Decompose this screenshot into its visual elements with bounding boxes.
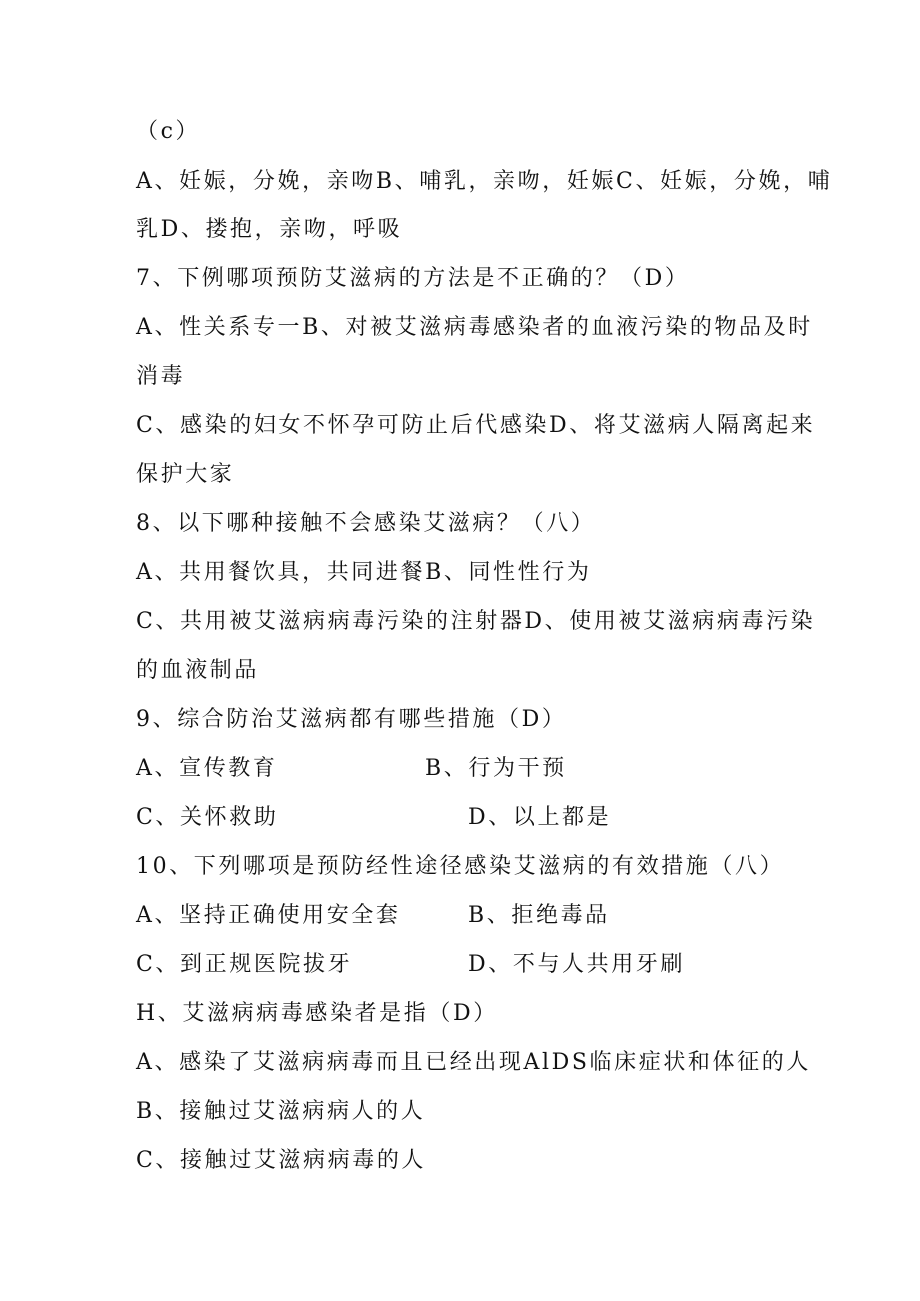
q11-option-c: C、接触过艾滋病病毒的人	[136, 1148, 427, 1173]
q8-options-line-1: A、共用餐饮具，共同进餐B、同性性行为	[136, 560, 592, 585]
q9-option-c: C、关怀救助	[136, 805, 279, 830]
q6-options-line-1: A、妊娠，分娩，亲吻B、哺乳，亲吻，妊娠C、妊娠，分娩，哺	[136, 169, 833, 194]
q9-option-a: A、宣传教育	[136, 756, 278, 781]
q10-option-a: A、坚持正确使用安全套	[136, 903, 401, 928]
q9-option-d: D、以上都是	[468, 805, 612, 830]
q10-question: 10、下列哪项是预防经性途径感染艾滋病的有效措施（八）	[136, 854, 785, 879]
q7-options-line-3: C、感染的妇女不怀孕可防止后代感染D、将艾滋病人隔离起来	[136, 413, 816, 438]
q9-question: 9、综合防治艾滋病都有哪些措施（D）	[136, 707, 567, 732]
q10-option-b: B、拒绝毒品	[468, 903, 610, 928]
q10-option-c: C、到正规医院拔牙	[136, 952, 353, 977]
q7-options-line-1: A、性关系专一B、对被艾滋病毒感染者的血液污染的物品及时	[136, 315, 813, 340]
q11-question: H、艾滋病病毒感染者是指（D）	[136, 1001, 498, 1026]
q7-options-line-2: 消毒	[136, 364, 186, 389]
q8-question: 8、以下哪种接触不会感染艾滋病？（八）	[136, 511, 596, 536]
q7-question: 7、下例哪项预防艾滋病的方法是不正确的？（D）	[136, 266, 690, 291]
answer-line: （c）	[136, 119, 201, 144]
q9-option-b: B、行为干预	[425, 756, 567, 781]
q8-options-line-3: 的血液制品	[136, 658, 260, 683]
q10-option-d: D、不与人共用牙刷	[468, 952, 686, 977]
q6-options-line-2: 乳D、搂抱，亲吻，呼吸	[136, 217, 403, 242]
q11-option-b: B、接触过艾滋病病人的人	[136, 1099, 426, 1124]
q7-options-line-4: 保护大家	[136, 462, 235, 487]
q11-option-a: A、感染了艾滋病病毒而且已经出现AlDS临床症状和体征的人	[136, 1050, 811, 1075]
q8-options-line-2: C、共用被艾滋病病毒污染的注射器D、使用被艾滋病病毒污染	[136, 609, 816, 634]
